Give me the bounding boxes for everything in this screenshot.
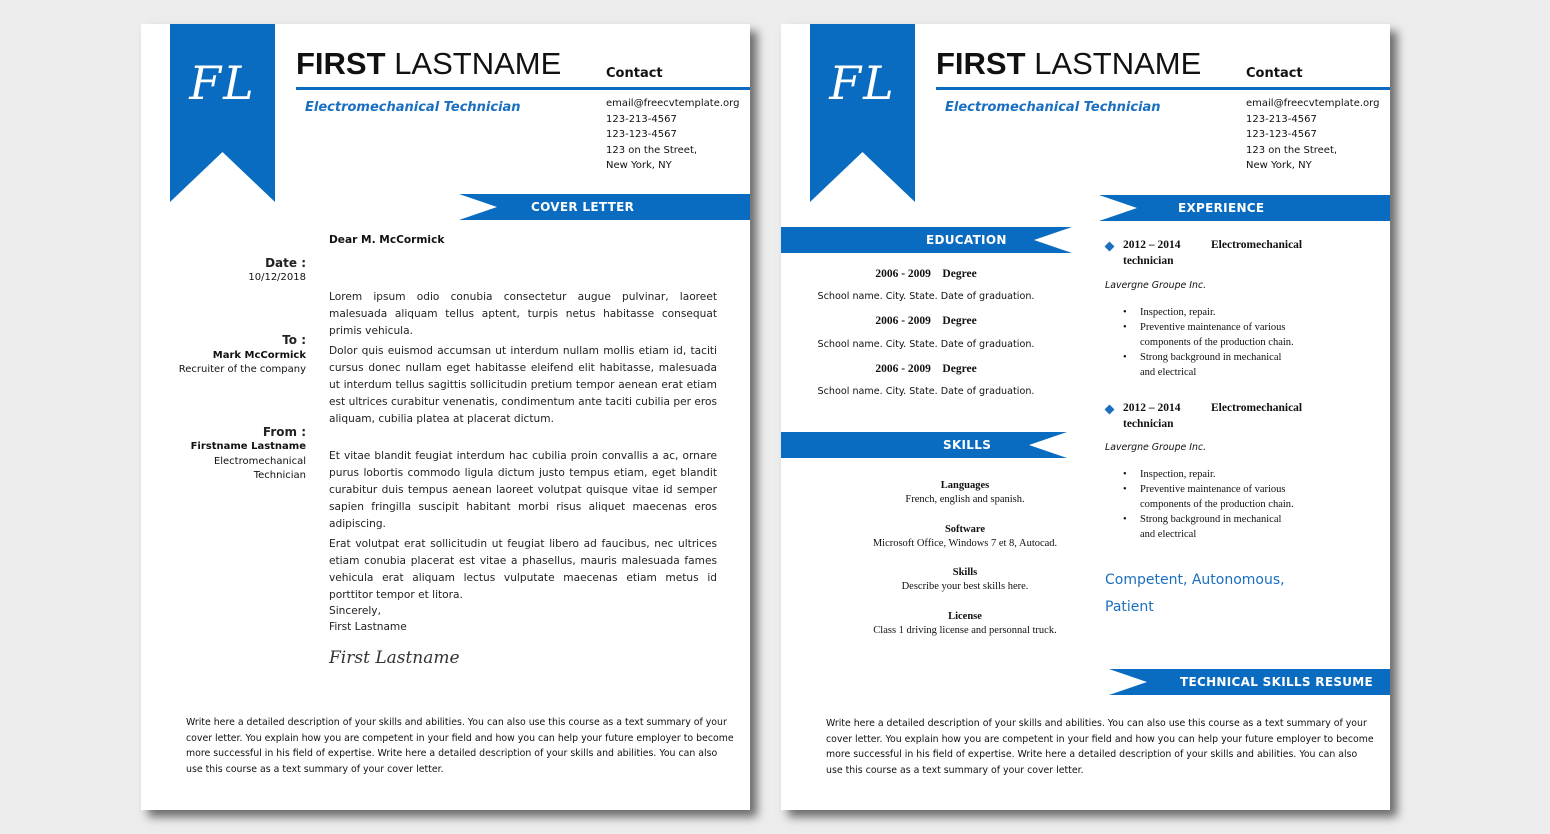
experience-role-cont: technician (1123, 255, 1174, 267)
skill-title: License (948, 611, 982, 622)
education-entry: 2006 - 2009 Degree (875, 363, 977, 375)
letter-paragraph: Dolor quis euismod accumsan ut interdum nullam mollis etiam id, taciti cursus donec nullam eget habitasse eleifend elit habitasse, malesuada ut interdum tellus sagittis sollicitudin pretium tempor aenean erat etiam est ultrices curabitur venenatis, condimentum ante taciti cubilia per eros aliquam, cubilia platea at placerat dictum. (329, 345, 717, 425)
education-banner: EDUCATION (781, 227, 1072, 253)
cover-letter-page (141, 24, 750, 810)
to-label: To : (282, 333, 306, 347)
experience-bullets (1111, 467, 1310, 542)
candidate-name: FIRST LASTNAME (296, 46, 562, 81)
skill-title: Languages (940, 480, 990, 491)
bookmark-ribbon-icon (170, 24, 275, 202)
date-value: 10/12/2018 (248, 272, 306, 283)
contact-phone-1: 123-213-4567 (1246, 113, 1317, 125)
header-rule (296, 87, 750, 90)
from-name: Firstname Lastname (190, 441, 306, 452)
contact-street: 123 on the Street, (606, 144, 698, 156)
experience-role: Electromechanical (1211, 239, 1303, 251)
contact-phone-2: 123-123-4567 (606, 129, 677, 140)
experience-company: Lavergne Groupe Inc. (1105, 442, 1207, 453)
contact-street: 123 on the Street, (1246, 144, 1338, 156)
header-rule (936, 87, 1390, 90)
diamond-bullet-icon (1105, 405, 1115, 415)
list-item: • Preventive maintenance of various components of the production chain. (1111, 320, 1310, 350)
contact-email[interactable]: email@freecvtemplate.org (1246, 98, 1380, 109)
skills-banner: SKILLS (781, 432, 1067, 458)
skill-detail: French, english and spanish. (905, 494, 1025, 505)
qualities: Competent, Autonomous, Patient (1105, 572, 1285, 615)
experience-role-cont: technician (1123, 418, 1174, 430)
footer-summary: Write here a detailed description of your skills and abilities. You can also use this course as a text summary of your cover letter. You explain how you are competent in your field and how you can help your future employer to become more successful in his field of expertise. Write here a detailed description of your skills and abilities. You can also use this course as a text summary of your cover letter. (826, 718, 1374, 776)
list-item: • Inspection, repair. (1111, 467, 1310, 482)
letter-paragraph: Lorem ipsum odio conubia consectetur augue pulvinar, laoreet malesuada aliquam tellus aptent, turpis netus habitasse consequat primis vehicula. (329, 291, 717, 337)
contact-city: New York, NY (1246, 160, 1312, 171)
cover-letter-banner: COVER LETTER (459, 194, 750, 220)
from-label: From : (262, 425, 306, 439)
resume-page (781, 24, 1390, 810)
experience-bullets (1111, 305, 1310, 380)
monogram: FL (829, 56, 896, 110)
banner-arrow-icon (781, 432, 1067, 458)
from-role-line-1: Electromechanical (213, 456, 306, 467)
skill-title: Software (944, 524, 986, 535)
closing: Sincerely, (329, 605, 381, 617)
education-detail: School name. City. State. Date of graduation. (817, 291, 1035, 302)
education-detail: School name. City. State. Date of graduation. (817, 339, 1035, 350)
list-item: • Strong background in mechanical and electrical (1111, 512, 1310, 542)
experience-banner: EXPERIENCE (1099, 195, 1390, 221)
footer-summary: Write here a detailed description of your skills and abilities. You can also use this course as a text summary of your cover letter. You explain how you are competent in your field and how you can help your future employer to become more successful in his field of expertise. Write here a detailed description of your skills and abilities. You can also use this course as a text summary of your cover letter. (186, 717, 734, 775)
date-label: Date : (265, 256, 306, 270)
skill-title: Skills (952, 567, 978, 578)
experience-years: 2012 – 2014 (1123, 239, 1181, 251)
letter-paragraph: Et vitae blandit feugiat interdum hac cubilia proin convallis a ac, ornare purus lobortis commodo ligula dictum justo tempus etiam, eget blandit curabitur duis tempus aenean laoreet volutpat quisque vitae id semper sapien fringilla suscipit habitant morbi risus aliquet maecenas eros adipiscing. (329, 450, 717, 530)
skill-detail: Microsoft Office, Windows 7 et 8, Autocad. (872, 538, 1058, 549)
list-item: • Inspection, repair. (1111, 305, 1310, 320)
skill-detail: Describe your best skills here. (901, 581, 1029, 592)
diamond-bullet-icon (1105, 242, 1115, 252)
from-role-line-2: Technician (253, 470, 306, 481)
closing-name: First Lastname (329, 621, 407, 633)
signature: First Lastname (329, 648, 460, 668)
letter-paragraph: Erat volutpat erat sollicitudin ut feugiat libero ad faucibus, nec ultrices etiam conubia placerat est vitae a phasellus, mauris malesuada fames vehicula erat aliquam lectus vulputate maecenas etiam metus id porttitor tempor et litora. (329, 538, 717, 601)
skill-detail: Class 1 driving license and personnal truck. (873, 625, 1057, 636)
experience-years: 2012 – 2014 (1123, 402, 1181, 414)
contact-info (606, 96, 739, 174)
contact-heading: Contact (1246, 66, 1303, 81)
contact-phone-2: 123-123-4567 (1246, 129, 1317, 140)
to-name: Mark McCormick (212, 350, 306, 361)
job-title: Electromechanical Technician (945, 100, 1161, 115)
contact-phone-1: 123-213-4567 (606, 113, 677, 125)
contact-email[interactable]: email@freecvtemplate.org (606, 98, 740, 109)
contact-info (1246, 96, 1379, 174)
technical-skills-banner: TECHNICAL SKILLS RESUME (1109, 669, 1390, 695)
contact-city: New York, NY (606, 160, 672, 171)
to-role: Recruiter of the company (178, 364, 306, 375)
candidate-name: FIRST LASTNAME (936, 46, 1202, 81)
experience-role: Electromechanical (1211, 402, 1303, 414)
education-entry: 2006 - 2009 Degree (875, 315, 977, 327)
education-entry: 2006 - 2009 Degree (875, 268, 977, 280)
bookmark-ribbon-icon (810, 24, 915, 202)
list-item: • Strong background in mechanical and electrical (1111, 350, 1310, 380)
experience-company: Lavergne Groupe Inc. (1105, 280, 1207, 291)
monogram: FL (189, 56, 256, 110)
job-title: Electromechanical Technician (305, 100, 521, 115)
salutation: Dear M. McCormick (329, 234, 445, 246)
education-detail: School name. City. State. Date of graduation. (817, 386, 1035, 397)
contact-heading: Contact (606, 66, 663, 81)
list-item: • Preventive maintenance of various components of the production chain. (1111, 482, 1310, 512)
